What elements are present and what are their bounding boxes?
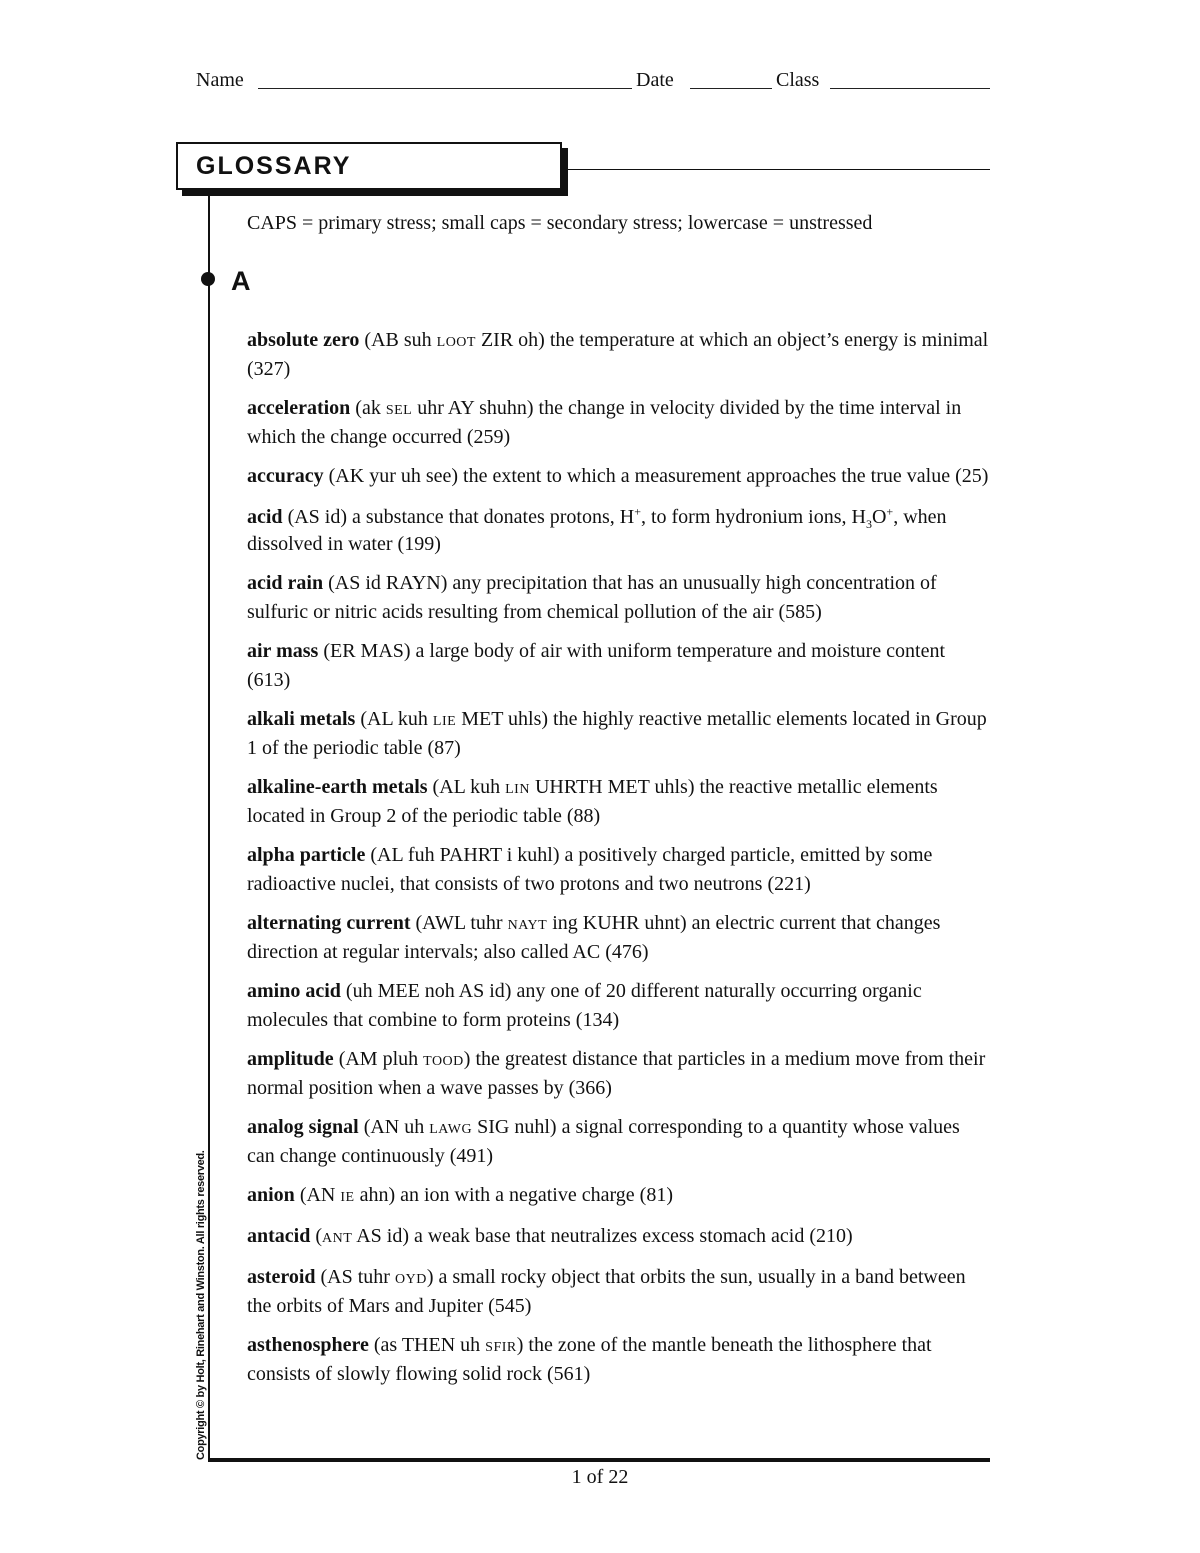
entry-pron: AS id) xyxy=(352,1225,409,1247)
glossary-entry xyxy=(247,463,992,492)
entry-pron: (AM pluh xyxy=(338,1048,424,1070)
entry-term: asteroid xyxy=(247,1266,316,1288)
entry-definition: an electric current that changes direction at regular intervals; also called AC (476) xyxy=(247,912,941,963)
heading-rule xyxy=(566,169,990,170)
entry-term: acid xyxy=(247,506,283,528)
entry-term: antacid xyxy=(247,1225,311,1247)
entry-pron: ahn) xyxy=(354,1184,396,1206)
glossary-entry xyxy=(247,910,992,966)
entry-pron: uhr AY shuhn) xyxy=(412,397,534,419)
entry-term: alkaline-earth metals xyxy=(247,776,428,798)
class-label: Class xyxy=(776,69,820,91)
glossary-entries xyxy=(247,327,992,1400)
entry-definition: , when dissolved in water (199) xyxy=(247,506,947,555)
entry-pron-sc: LIN xyxy=(505,782,530,797)
entry-definition: a large body of air with uniform temperature and moisture content (613) xyxy=(247,640,946,691)
entry-definition: an ion with a negative charge (81) xyxy=(395,1184,673,1206)
margin-rule xyxy=(208,192,210,1462)
entry-pron: (AL kuh xyxy=(360,708,433,730)
entry-pron-sc: TOOD xyxy=(423,1054,464,1069)
entry-pron: (AWL tuhr xyxy=(415,912,508,934)
entry-pron-sc: LAWG xyxy=(429,1122,473,1137)
glossary-entry xyxy=(247,1223,992,1252)
glossary-entry xyxy=(247,638,992,694)
glossary-entry xyxy=(247,504,992,558)
glossary-entry xyxy=(247,395,992,451)
glossary-entry xyxy=(247,327,992,383)
entry-definition: the change in velocity divided by the time interval in which the change occurred (259) xyxy=(247,397,962,448)
entry-term: alpha particle xyxy=(247,844,366,866)
entry-pron: (AN uh xyxy=(363,1116,430,1138)
entry-pron: SIG nuhl) xyxy=(472,1116,557,1138)
entry-pron: (ER MAS) xyxy=(323,640,411,662)
entry-definition: the highly reactive metallic elements located in Group 1 of the periodic table (87) xyxy=(247,708,987,759)
class-field-line[interactable] xyxy=(830,88,990,89)
glossary-heading-box xyxy=(176,142,562,190)
entry-term: amino acid xyxy=(247,980,341,1002)
superscript: + xyxy=(634,504,641,519)
glossary-entry xyxy=(247,978,992,1034)
entry-pron-sc: IE xyxy=(340,1190,355,1205)
name-label: Name xyxy=(196,69,244,91)
entry-term: accuracy xyxy=(247,465,324,487)
entry-term: air mass xyxy=(247,640,319,662)
entry-pron-sc: NAYT xyxy=(507,918,548,933)
entry-term: alternating current xyxy=(247,912,411,934)
glossary-entry xyxy=(247,1046,992,1102)
entry-pron: (AN xyxy=(299,1184,341,1206)
entry-pron-sc: SEL xyxy=(385,403,413,418)
entry-definition: a positively charged particle, emitted by some radioactive nuclei, that consists of two protons and two neutrons (221) xyxy=(247,844,933,895)
entry-definition: , to form hydronium ions, H xyxy=(640,506,866,528)
entry-pron: (AL fuh PAHRT i kuhl) xyxy=(370,844,560,866)
entry-pron: (AS tuhr xyxy=(320,1266,395,1288)
entry-term: acceleration xyxy=(247,397,351,419)
entry-pron: UHRTH MET uhls) xyxy=(529,776,695,798)
glossary-entry xyxy=(247,706,992,762)
entry-definition: a weak base that neutralizes excess stomach acid (210) xyxy=(408,1225,853,1247)
entry-pron-sc: ANT xyxy=(322,1231,353,1246)
entry-term: acid rain xyxy=(247,572,324,594)
section-bullet-icon xyxy=(201,272,215,286)
footer-rule xyxy=(210,1458,990,1462)
entry-pron-sc: LOOT xyxy=(436,335,476,350)
date-label: Date xyxy=(636,69,674,91)
glossary-entry xyxy=(247,1264,992,1320)
entry-definition: the temperature at which an object’s energy is minimal (327) xyxy=(247,329,989,380)
entry-pron: ) xyxy=(463,1048,471,1070)
entry-pron: ) xyxy=(426,1266,434,1288)
entry-pron-sc: SFIR xyxy=(485,1340,517,1355)
entry-term: absolute zero xyxy=(247,329,360,351)
glossary-entry xyxy=(247,1182,992,1211)
entry-pron: ) xyxy=(516,1334,524,1356)
entry-term: anion xyxy=(247,1184,295,1206)
entry-definition: any precipitation that has an unusually high concentration of sulfuric or nitric acids resulting from chemical pollution of the air (585) xyxy=(247,572,937,623)
name-field-line[interactable] xyxy=(258,88,632,89)
entry-pron: (uh MEE noh AS id) xyxy=(345,980,512,1002)
entry-pron: (AL kuh xyxy=(432,776,506,798)
entry-definition: the zone of the mantle beneath the lithosphere that consists of slowly flowing solid rock (561) xyxy=(247,1334,932,1385)
stress-legend: CAPS = primary stress; small caps = secondary stress; lowercase = unstressed xyxy=(247,212,873,234)
entry-pron-sc: OYD xyxy=(394,1272,427,1287)
entry-definition: the reactive metallic elements located in Group 2 of the periodic table (88) xyxy=(247,776,938,827)
entry-definition: the greatest distance that particles in a medium move from their normal position when a wave passes by (366) xyxy=(247,1048,986,1099)
glossary-entry xyxy=(247,774,992,830)
entry-pron-sc: LIE xyxy=(432,714,457,729)
entry-pron: ( xyxy=(315,1225,323,1247)
entry-pron: (ak xyxy=(355,397,386,419)
entry-definition: a signal corresponding to a quantity whose values can change continuously (491) xyxy=(247,1116,960,1167)
entry-definition: any one of 20 different naturally occurring organic molecules that combine to form proteins (134) xyxy=(247,980,922,1031)
entry-definition: a substance that donates protons, H xyxy=(347,506,635,528)
glossary-entry xyxy=(247,570,992,626)
entry-pron: ZIR oh) xyxy=(475,329,545,351)
glossary-entry xyxy=(247,1332,992,1388)
glossary-entry xyxy=(247,1114,992,1170)
entry-definition: the extent to which a measurement approaches the true value (25) xyxy=(458,465,989,487)
glossary-entry xyxy=(247,842,992,898)
entry-pron: ing KUHR uhnt) xyxy=(547,912,687,934)
entry-pron: (AS id) xyxy=(287,506,348,528)
subscript: 3 xyxy=(865,517,872,531)
entry-pron: (AB suh xyxy=(364,329,437,351)
entry-term: alkali metals xyxy=(247,708,356,730)
entry-term: asthenosphere xyxy=(247,1334,369,1356)
superscript: + xyxy=(886,504,894,519)
entry-term: amplitude xyxy=(247,1048,334,1070)
page-number: 1 of 22 xyxy=(571,1466,629,1488)
entry-definition: a small rocky object that orbits the sun, usually in a band between the orbits of Mars and Jupiter (545) xyxy=(247,1266,966,1317)
glossary-title: GLOSSARY xyxy=(196,152,352,180)
section-letter: A xyxy=(231,266,251,296)
entry-pron: (as THEN uh xyxy=(373,1334,486,1356)
copyright-notice: Copyright © by Holt, Rinehart and Winston. All rights reserved. xyxy=(195,1150,207,1460)
entry-pron: (AK yur uh see) xyxy=(328,465,459,487)
date-field-line[interactable] xyxy=(690,88,772,89)
entry-pron: (AS id RAYN) xyxy=(328,572,448,594)
entry-pron: MET uhls) xyxy=(456,708,549,730)
entry-term: analog signal xyxy=(247,1116,359,1138)
entry-definition: O xyxy=(871,506,887,528)
